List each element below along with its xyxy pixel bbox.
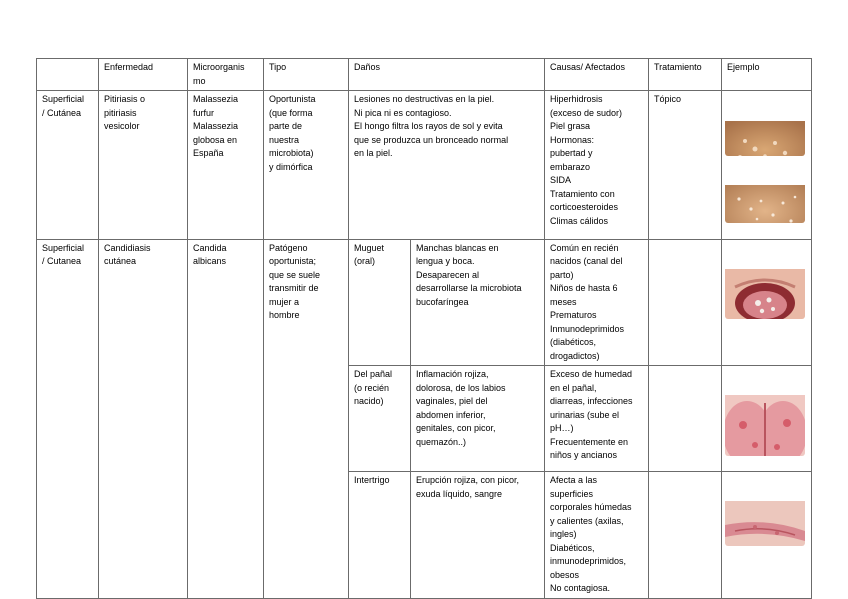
ejemplo-cell <box>722 91 812 240</box>
ejemplo-cell <box>722 239 812 366</box>
ejemplo-cell <box>722 472 812 599</box>
tratamiento-cell <box>649 472 722 599</box>
header-causas: Causas/ Afectados <box>545 59 649 91</box>
header-danos: Daños <box>349 59 545 91</box>
header-tipo: Tipo <box>264 59 349 91</box>
pitiriasis-back-photo-top <box>725 108 805 156</box>
subtype-causas-cell: Afecta a las superficies corporales húmedas y calientes (axilas, ingles) Diabéticos, inmunodeprimidos, obesos No contagiosa. <box>545 472 649 599</box>
microorganismo-cell: Malassezia furfur Malassezia globosa en España <box>188 91 264 240</box>
disease-table <box>36 58 812 599</box>
enfermedad-cell: Candidiasis cutánea <box>99 239 188 598</box>
header-row <box>37 59 812 91</box>
muguet-mouth-photo <box>725 255 805 319</box>
tratamiento-cell: Tópico <box>649 91 722 240</box>
tipo-cell: Oportunista (que forma parte de nuestra microbiota) y dimórfica <box>264 91 349 240</box>
subtype-name-cell: Intertrigo <box>349 472 411 599</box>
table-row-muguet <box>37 239 812 366</box>
subtype-danos-cell: Inflamación rojiza, dolorosa, de los labios vaginales, piel del abdomen inferior, genitales, con picor, quemazón..) <box>411 366 545 472</box>
ejemplo-cell <box>722 366 812 472</box>
header-microorganismo: Microorganis mo <box>188 59 264 91</box>
table-row-pitiriasis <box>37 91 812 240</box>
microorganismo-cell: Candida albicans <box>188 239 264 598</box>
categoria-cell: Superficial / Cutanea <box>37 239 99 598</box>
enfermedad-cell: Pitiriasis o pitiriasis vesicolor <box>99 91 188 240</box>
header-ejemplo: Ejemplo <box>722 59 812 91</box>
causas-cell: Hiperhidrosis (exceso de sudor) Piel grasa Hormonas: pubertad y embarazo SIDA Tratamiento con corticoesteroides Climas cálidos <box>545 91 649 240</box>
tratamiento-cell <box>649 366 722 472</box>
subtype-danos-cell: Manchas blancas en lengua y boca. Desaparecen al desarrollarse la microbiota bucofaríngea <box>411 239 545 366</box>
header-enfermedad: Enfermedad <box>99 59 188 91</box>
subtype-causas-cell: Común en recién nacidos (canal del parto) Niños de hasta 6 meses Prematuros Inmunodeprimidos (diabéticos, drogadictos) <box>545 239 649 366</box>
subtype-danos-cell: Erupción rojiza, con picor, exuda líquido, sangre <box>411 472 545 599</box>
intertrigo-skin-photo <box>725 488 805 546</box>
subtype-name-cell: Del pañal (o recién nacido) <box>349 366 411 472</box>
pitiriasis-back-photo-bottom <box>725 171 805 223</box>
danos-cell: Lesiones no destructivas en la piel. Ni pica ni es contagioso. El hongo filtra los rayos de sol y evita que se produzca un bronceado normal en la piel. <box>349 91 545 240</box>
tratamiento-cell <box>649 239 722 366</box>
subtype-causas-cell: Exceso de humedad en el pañal, diarreas, infecciones urinarias (sube el pH…) Frecuentemente en niños y ancianos <box>545 366 649 472</box>
header-empty-cell <box>37 59 99 91</box>
categoria-cell: Superficial / Cutánea <box>37 91 99 240</box>
panal-rash-photo <box>725 382 805 456</box>
subtype-name-cell: Muguet (oral) <box>349 239 411 366</box>
header-tratamiento: Tratamiento <box>649 59 722 91</box>
tipo-cell: Patógeno oportunista; que se suele transmitir de mujer a hombre <box>264 239 349 598</box>
